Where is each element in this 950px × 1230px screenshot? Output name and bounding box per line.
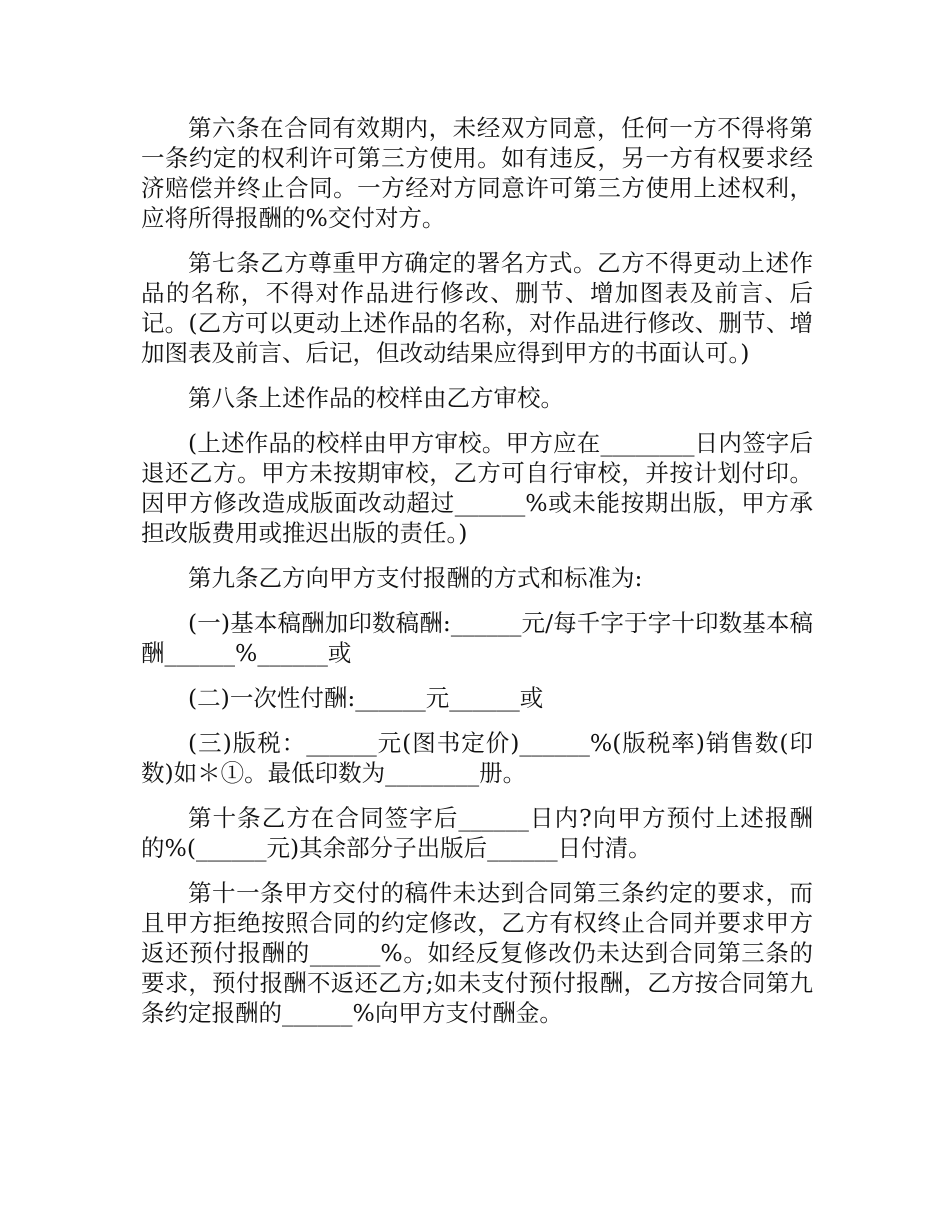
article-9-paragraph: 第九条乙方向甲方支付报酬的方式和标准为:	[188, 564, 643, 592]
document-page	[141, 113, 813, 1043]
article-8-paragraph: 第八条上述作品的校样由乙方审校。	[188, 384, 564, 412]
payment-option-1: (一)基本稿酬加印数稿酬:______元/每千字于字十印数基本稿酬______%______或	[141, 609, 813, 667]
payment-option-3: (三)版税：______元(图书定价)______%(版税率)销售数(印数)如＊①。最低印数为________册。	[141, 729, 813, 787]
article-8-alternative-paragraph: (上述作品的校样由甲方审校。甲方应在________日内签字后退还乙方。甲方未按期审校，乙方可自行审校，并按计划付印。因甲方修改造成版面改动超过______%或未能按期出版，甲方承担改版费用或推迟出版的责任。)	[141, 429, 813, 547]
article-6-paragraph: 第六条在合同有效期内，未经双方同意，任何一方不得将第一条约定的权利许可第三方使用。如有违反，另一方有权要求经济赔偿并终止合同。一方经对方同意许可第三方使用上述权利，应将所得报酬的%交付对方。	[141, 114, 813, 232]
article-11-paragraph: 第十一条甲方交付的稿件未达到合同第三条约定的要求，而且甲方拒绝按照合同的约定修改，乙方有权终止合同并要求甲方返还预付报酬的______%。如经反复修改仍未达到合同第三条的要求，预付报酬不返还乙方;如未支付预付报酬，乙方按合同第九条约定报酬的______%向甲方支付酬金。	[141, 879, 813, 1027]
article-7-paragraph: 第七条乙方尊重甲方确定的署名方式。乙方不得更动上述作品的名称，不得对作品进行修改、删节、增加图表及前言、后记。(乙方可以更动上述作品的名称，对作品进行修改、删节、增加图表及前言、后记，但改动结果应得到甲方的书面认可。)	[141, 249, 813, 367]
payment-option-2: (二)一次性付酬:______元______或	[188, 684, 544, 712]
article-10-paragraph: 第十条乙方在合同签字后______日内?向甲方预付上述报酬的%(______元)其余部分子出版后______日付清。	[141, 804, 813, 862]
